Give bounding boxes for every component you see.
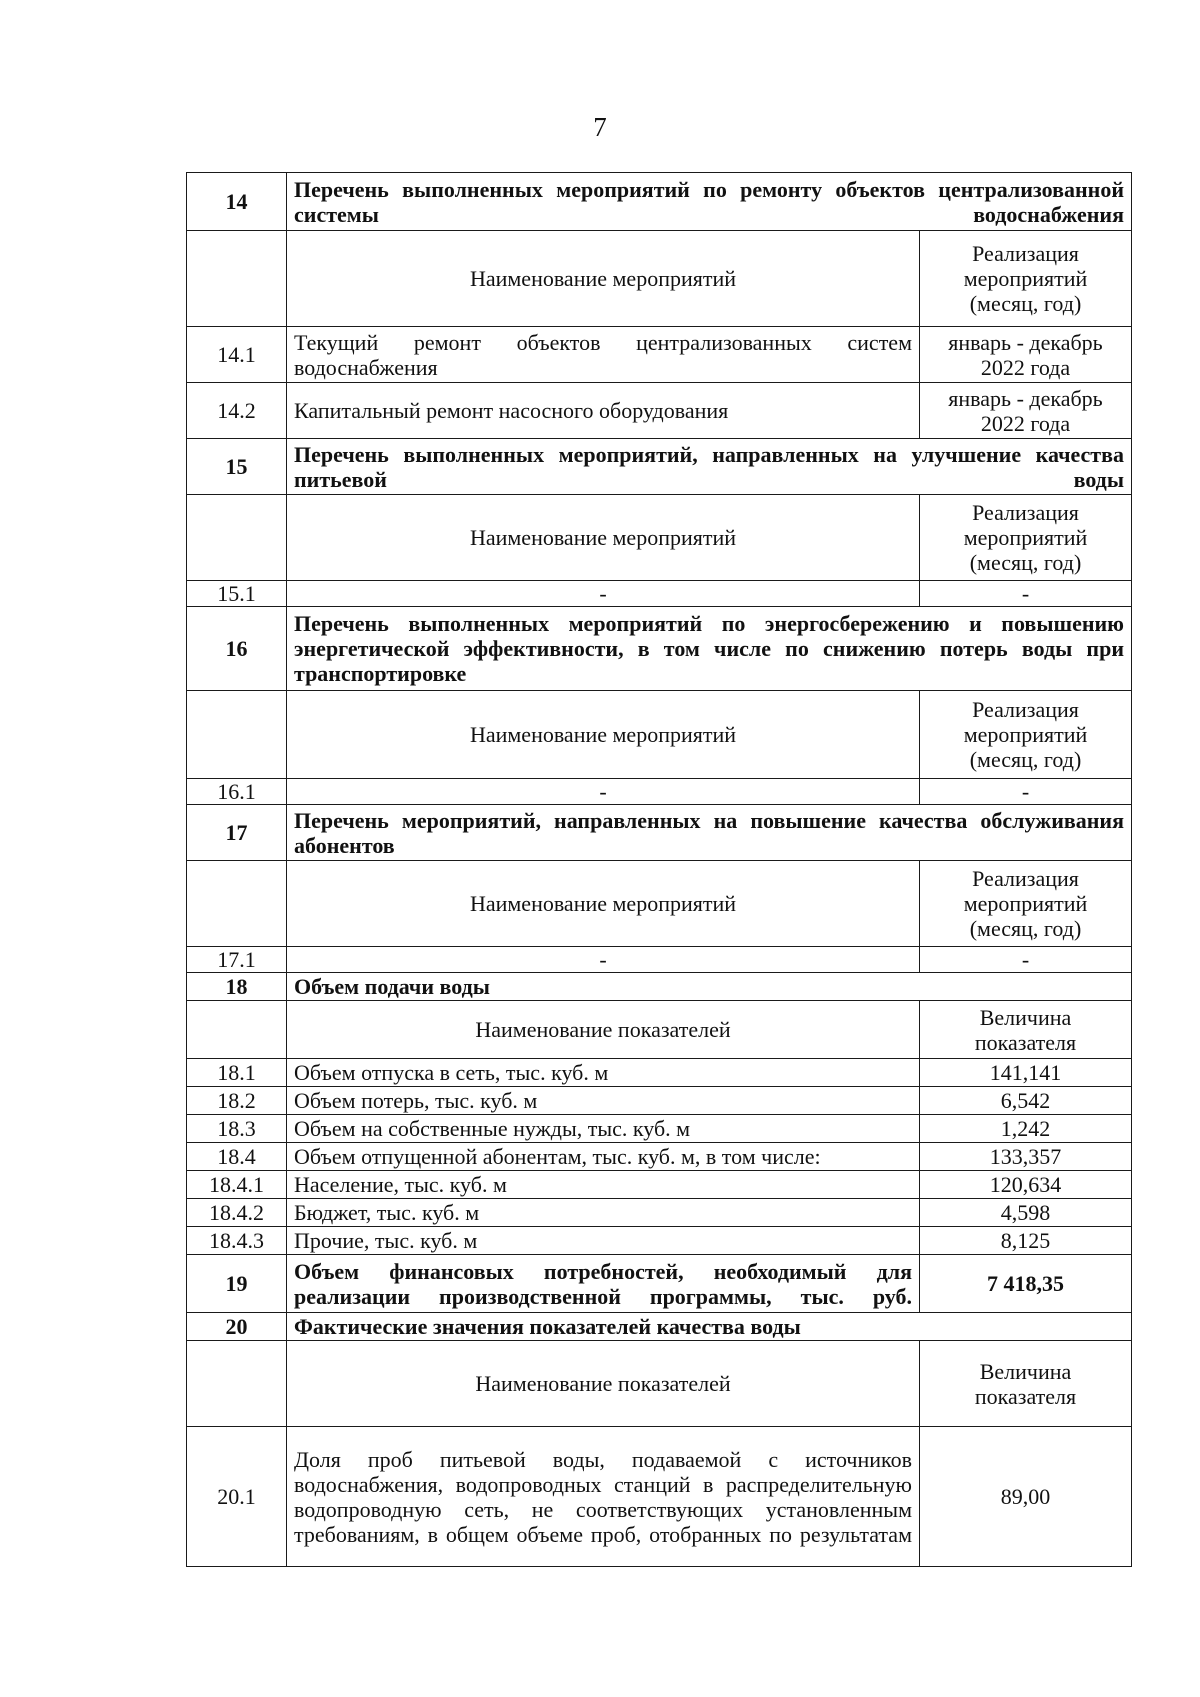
section-number: 16 bbox=[187, 607, 287, 691]
column-header-indicator: Наименование показателей bbox=[287, 1341, 920, 1427]
section-number: 19 bbox=[187, 1255, 287, 1313]
empty-cell bbox=[187, 1001, 287, 1059]
row-number: 18.4.1 bbox=[187, 1171, 287, 1199]
row-name: Объем на собственные нужды, тыс. куб. м bbox=[287, 1115, 920, 1143]
empty-cell bbox=[187, 1341, 287, 1427]
table-row bbox=[187, 1059, 1132, 1087]
section-20-columns bbox=[187, 1341, 1132, 1427]
section-title: Перечень выполненных мероприятий по ремонту объектов централизованной системы водоснабжения bbox=[287, 173, 1132, 231]
row-name: Бюджет, тыс. куб. м bbox=[287, 1199, 920, 1227]
table-row bbox=[187, 327, 1132, 383]
row-value: 6,542 bbox=[920, 1087, 1132, 1115]
row-name: - bbox=[287, 581, 920, 607]
row-number: 18.1 bbox=[187, 1059, 287, 1087]
section-number: 20 bbox=[187, 1313, 287, 1341]
row-number: 18.4.2 bbox=[187, 1199, 287, 1227]
empty-cell bbox=[187, 495, 287, 581]
section-title: Перечень выполненных мероприятий, направленных на улучшение качества питьевой воды bbox=[287, 439, 1132, 495]
section-15-columns bbox=[187, 495, 1132, 581]
row-number: 18.4.3 bbox=[187, 1227, 287, 1255]
section-number: 17 bbox=[187, 805, 287, 861]
empty-cell bbox=[187, 231, 287, 327]
row-value: 141,141 bbox=[920, 1059, 1132, 1087]
row-number: 17.1 bbox=[187, 947, 287, 973]
row-name: Объем отпуска в сеть, тыс. куб. м bbox=[287, 1059, 920, 1087]
column-header-activity: Наименование мероприятий bbox=[287, 691, 920, 779]
column-header-date: Реализация мероприятий (месяц, год) bbox=[920, 231, 1132, 327]
table-row bbox=[187, 1087, 1132, 1115]
row-date: январь - декабрь 2022 года bbox=[920, 383, 1132, 439]
table-row bbox=[187, 1143, 1132, 1171]
row-number: 18.4 bbox=[187, 1143, 287, 1171]
row-name: Текущий ремонт объектов централизованных систем водоснабжения bbox=[287, 327, 920, 383]
row-name: Доля проб питьевой воды, подаваемой с источников водоснабжения, водопроводных станций в распределительную водопроводную сеть, не соответствующих установленным требованиям, в общем объеме проб, отобранных по результатам bbox=[287, 1427, 920, 1567]
section-title: Объем подачи воды bbox=[287, 973, 1132, 1001]
row-value: 4,598 bbox=[920, 1199, 1132, 1227]
section-17-columns bbox=[187, 861, 1132, 947]
section-19-row bbox=[187, 1255, 1132, 1313]
section-title: Объем финансовых потребностей, необходимый для реализации производственной программы, тыс. руб. bbox=[287, 1255, 920, 1313]
row-number: 18.3 bbox=[187, 1115, 287, 1143]
empty-cell bbox=[187, 861, 287, 947]
section-15-header bbox=[187, 439, 1132, 495]
section-value: 7 418,35 bbox=[920, 1255, 1132, 1313]
empty-cell bbox=[187, 691, 287, 779]
row-name: - bbox=[287, 947, 920, 973]
section-17-header bbox=[187, 805, 1132, 861]
column-header-value: Величина показателя bbox=[920, 1001, 1132, 1059]
row-name: - bbox=[287, 779, 920, 805]
column-header-value: Величина показателя bbox=[920, 1341, 1132, 1427]
row-number: 16.1 bbox=[187, 779, 287, 805]
row-name: Население, тыс. куб. м bbox=[287, 1171, 920, 1199]
column-header-date: Реализация мероприятий (месяц, год) bbox=[920, 861, 1132, 947]
table-row bbox=[187, 1427, 1132, 1567]
table-row bbox=[187, 383, 1132, 439]
row-value: 133,357 bbox=[920, 1143, 1132, 1171]
row-number: 14.2 bbox=[187, 383, 287, 439]
row-value: 1,242 bbox=[920, 1115, 1132, 1143]
row-date: - bbox=[920, 947, 1132, 973]
table-row bbox=[187, 947, 1132, 973]
table-row bbox=[187, 1115, 1132, 1143]
column-header-activity: Наименование мероприятий bbox=[287, 495, 920, 581]
row-number: 14.1 bbox=[187, 327, 287, 383]
section-number: 15 bbox=[187, 439, 287, 495]
row-value: 8,125 bbox=[920, 1227, 1132, 1255]
column-header-indicator: Наименование показателей bbox=[287, 1001, 920, 1059]
row-name: Объем потерь, тыс. куб. м bbox=[287, 1087, 920, 1115]
row-number: 15.1 bbox=[187, 581, 287, 607]
section-number: 18 bbox=[187, 973, 287, 1001]
section-14-columns bbox=[187, 231, 1132, 327]
column-header-activity: Наименование мероприятий bbox=[287, 231, 920, 327]
row-value: 120,634 bbox=[920, 1171, 1132, 1199]
table-row bbox=[187, 1199, 1132, 1227]
section-number: 14 bbox=[187, 173, 287, 231]
table-row bbox=[187, 1227, 1132, 1255]
section-18-header bbox=[187, 973, 1132, 1001]
row-date: - bbox=[920, 779, 1132, 805]
column-header-date: Реализация мероприятий (месяц, год) bbox=[920, 495, 1132, 581]
section-title: Перечень мероприятий, направленных на повышение качества обслуживания абонентов bbox=[287, 805, 1132, 861]
section-16-header bbox=[187, 607, 1132, 691]
section-16-columns bbox=[187, 691, 1132, 779]
row-name: Прочие, тыс. куб. м bbox=[287, 1227, 920, 1255]
section-20-header bbox=[187, 1313, 1132, 1341]
row-date: - bbox=[920, 581, 1132, 607]
section-18-columns bbox=[187, 1001, 1132, 1059]
table-row bbox=[187, 1171, 1132, 1199]
row-number: 20.1 bbox=[187, 1427, 287, 1567]
row-name: Капитальный ремонт насосного оборудования bbox=[287, 383, 920, 439]
column-header-date: Реализация мероприятий (месяц, год) bbox=[920, 691, 1132, 779]
column-header-activity: Наименование мероприятий bbox=[287, 861, 920, 947]
row-name: Объем отпущенной абонентам, тыс. куб. м, в том числе: bbox=[287, 1143, 920, 1171]
page-number: 7 bbox=[593, 112, 607, 142]
section-title: Перечень выполненных мероприятий по энергосбережению и повышению энергетической эффективности, в том числе по снижению потерь воды при транспортировке bbox=[287, 607, 1132, 691]
section-title: Фактические значения показателей качества воды bbox=[287, 1313, 1132, 1341]
section-14-header bbox=[187, 173, 1132, 231]
table-row bbox=[187, 779, 1132, 805]
table-row bbox=[187, 581, 1132, 607]
row-date: январь - декабрь 2022 года bbox=[920, 327, 1132, 383]
row-number: 18.2 bbox=[187, 1087, 287, 1115]
report-table bbox=[186, 172, 1132, 1567]
row-value: 89,00 bbox=[920, 1427, 1132, 1567]
